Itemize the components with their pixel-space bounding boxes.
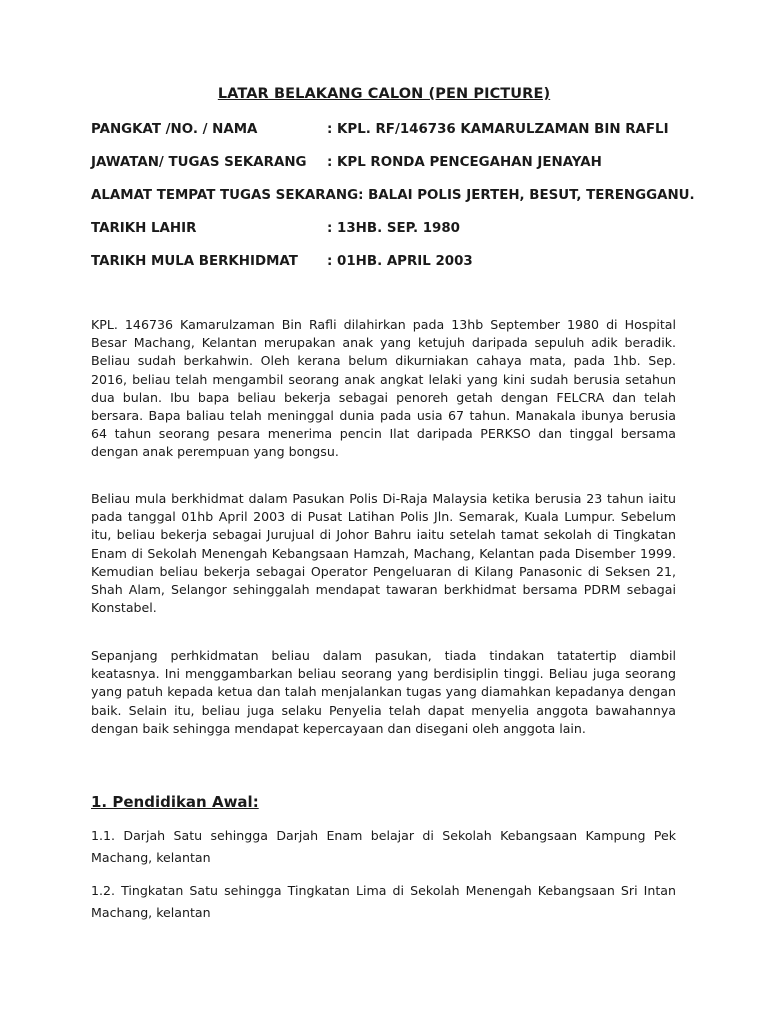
list-item: 1.1. Darjah Satu sehingga Darjah Enam belajar di Sekolah Kebangsaan Kampung Pek Machang, kelantan (91, 828, 676, 865)
field-value: : 13HB. SEP. 1980 (327, 221, 460, 236)
field-value: : KPL RONDA PENCEGAHAN JENAYAH (327, 155, 602, 170)
section-heading: 1. Pendidikan Awal: (91, 793, 259, 811)
field-label: TARIKH LAHIR (91, 221, 197, 236)
field-service-start (91, 254, 473, 269)
field-value: : KPL. RF/146736 KAMARULZAMAN BIN RAFLI (327, 122, 669, 137)
list-item: 1.2. Tingkatan Satu sehingga Tingkatan Lima di Sekolah Menengah Kebangsaan Sri Intan Machang, kelantan (91, 883, 676, 920)
field-label: PANGKAT /NO. / NAMA (91, 122, 258, 137)
field-label: TARIKH MULA BERKHIDMAT (91, 254, 298, 269)
field-work-address (91, 188, 695, 203)
paragraph-service: Beliau mula berkhidmat dalam Pasukan Polis Di-Raja Malaysia ketika berusia 23 tahun iaitu pada tanggal 01hb April 2003 di Pusat Latihan Polis Jln. Semarak, Kuala Lumpur. Sebelum itu, beliau bekerja sebagai Jurujual di Johor Bahru iaitu setelah tamat sekolah di Tingkatan Enam di Sekolah Menengah Kebangsaan Hamzah, Machang, Kelantan pada Disember 1999. Kemudian beliau bekerja sebagai Operator Pengeluaran di Kilang Panasonic di Seksen 21, Shah Alam, Selangor sehinggalah mendapat tawaran berkhidmat bersama PDRM sebagai Konstabel. (91, 491, 676, 616)
paragraph-discipline: Sepanjang perhkidmatan beliau dalam pasukan, tiada tindakan tatatertip diambil keatasnya. Ini menggambarkan beliau seorang yang berdisiplin tinggi. Beliau juga seorang yang patuh kepada ketua dan talah menjalankan tugas yang diamahkan kepadanya dengan baik. Selain itu, beliau juga selaku Penyelia telah dapat menyelia anggota bawahannya dengan baik sehingga mendapat kepercayaan dan disegani oleh anggota lain. (91, 648, 676, 736)
paragraph-background: KPL. 146736 Kamarulzaman Bin Rafli dilahirkan pada 13hb September 1980 di Hospital Besar Machang, Kelantan merupakan anak yang ketujuh daripada sepuluh adik beradik. Beliau sudah berkahwin. Oleh kerana belum dikurniakan cahaya mata, pada 1hb. Sep. 2016, beliau telah mengambil seorang anak angkat lelaki yang kini sudah berusia setahun dua bulan. Ibu bapa beliau bekerja sebagai penoreh getah dengan FELCRA dan telah bersara. Bapa baliau telah meninggal dunia pada usia 67 tahun. Manakala ibunya berusia 64 tahun seorang pesara menerima pencin Ilat daripada PERKSO dan tinggal bersama dengan anak perempuan yang bongsu. (91, 317, 676, 460)
field-rank-name (91, 122, 669, 137)
field-label: ALAMAT TEMPAT TUGAS SEKARANG: BALAI POLIS JERTEH, BESUT, TERENGGANU. (91, 188, 695, 203)
field-current-post (91, 155, 602, 170)
field-birth-date (91, 221, 460, 236)
document-title: LATAR BELAKANG CALON (PEN PICTURE) (217, 86, 551, 102)
field-value: : 01HB. APRIL 2003 (327, 254, 473, 269)
field-label: JAWATAN/ TUGAS SEKARANG (91, 155, 307, 170)
